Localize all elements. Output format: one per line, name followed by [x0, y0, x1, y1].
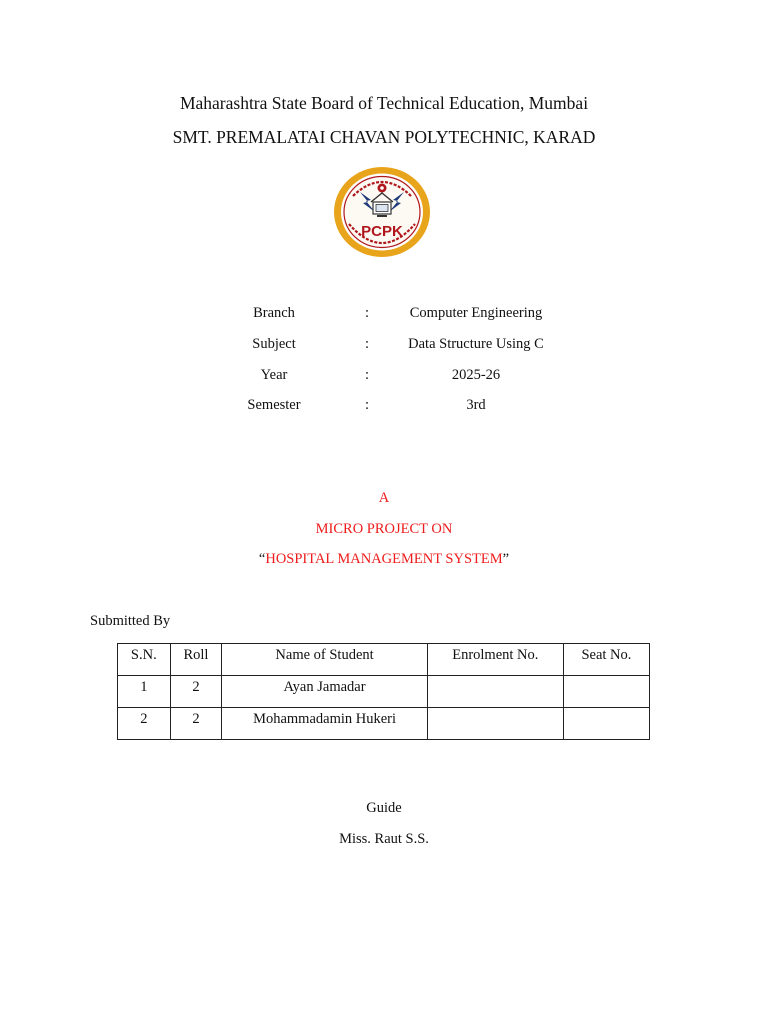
info-value: 2025-26 — [451, 367, 501, 383]
institute-name: SMT. PREMALATAI CHAVAN POLYTECHNIC, KARAD — [172, 127, 596, 147]
cell-sn: 1 — [118, 676, 171, 708]
header-sn: S.N. — [118, 644, 171, 676]
guide-label: Guide — [366, 800, 402, 816]
project-title-text: HOSPITAL MANAGEMENT SYSTEM — [265, 551, 503, 567]
cell-seat — [563, 676, 649, 708]
info-row-year — [0, 367, 768, 387]
institute-logo-icon — [333, 166, 431, 258]
info-label: Semester — [247, 397, 301, 413]
info-label: Branch — [253, 305, 295, 321]
project-title — [0, 551, 768, 568]
info-separator: : — [364, 397, 370, 413]
header-roll: Roll — [170, 644, 222, 676]
cell-name: Ayan Jamadar — [222, 676, 428, 708]
guide-name: Miss. Raut S.S. — [339, 831, 429, 847]
submitted-by-label: Submitted By — [90, 613, 171, 629]
cell-enrolment — [427, 708, 563, 740]
header-name: Name of Student — [222, 644, 428, 676]
info-row-semester — [0, 397, 768, 417]
header-enrolment: Enrolment No. — [427, 644, 563, 676]
project-article: A — [378, 490, 390, 506]
info-separator: : — [364, 367, 370, 383]
info-row-branch — [0, 305, 768, 325]
info-value: Computer Engineering — [409, 305, 543, 321]
info-separator: : — [364, 336, 370, 352]
table-row — [118, 676, 650, 708]
cell-enrolment — [427, 676, 563, 708]
project-heading: MICRO PROJECT ON — [315, 521, 453, 537]
table-header-row — [118, 644, 650, 676]
info-label: Subject — [252, 336, 296, 352]
quote-open: “ — [258, 551, 266, 567]
cell-sn: 2 — [118, 708, 171, 740]
cell-name: Mohammadamin Hukeri — [222, 708, 428, 740]
cell-roll: 2 — [170, 708, 222, 740]
students-table — [117, 643, 650, 740]
info-row-subject — [0, 336, 768, 356]
info-label: Year — [260, 367, 288, 383]
logo-initials: PCPK — [361, 223, 403, 240]
cell-seat — [563, 708, 649, 740]
info-value: Data Structure Using C — [408, 336, 544, 352]
quote-close: ” — [502, 551, 510, 567]
header-seat: Seat No. — [563, 644, 649, 676]
info-separator: : — [364, 305, 370, 321]
table-row — [118, 708, 650, 740]
info-value: 3rd — [466, 397, 486, 413]
board-name: Maharashtra State Board of Technical Education, Mumbai — [179, 93, 589, 113]
cell-roll: 2 — [170, 676, 222, 708]
